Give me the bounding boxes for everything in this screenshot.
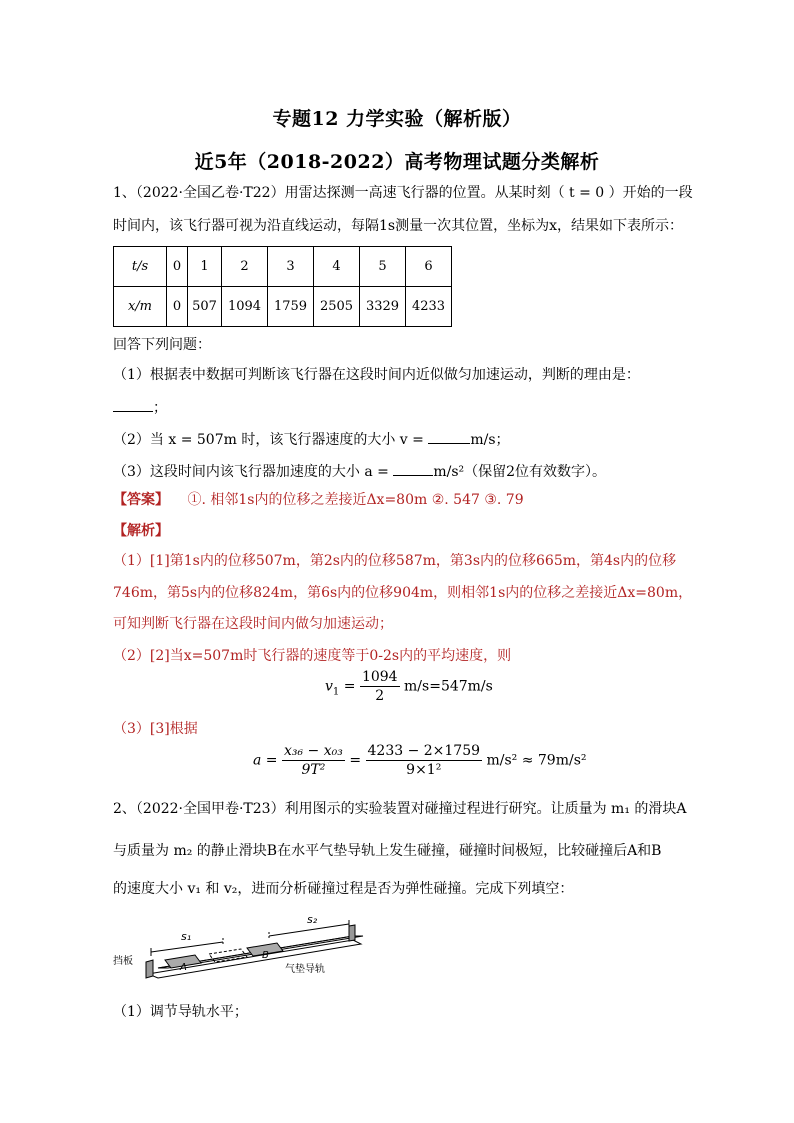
answer-blank[interactable]: [428, 429, 470, 444]
analysis-line-2: 746m，第5s内的位移824m，第6s内的位移904m，则相邻1s内的位移之差接近Δx=80m，: [113, 585, 693, 601]
table-cell: 1094: [222, 287, 268, 327]
table-cell: 507: [188, 287, 222, 327]
baffle-plate: [146, 960, 153, 978]
table-cell: 4233: [406, 287, 452, 327]
equation-velocity: $v_1$ = $\frac{1094}{2}$ m/s=547m/s: [325, 669, 493, 704]
page-title: 专题12 力学实验（解析版）: [272, 108, 522, 130]
eq-denominator: 9×1²: [406, 762, 442, 778]
s1-label: s₁: [181, 930, 192, 943]
s2-label: s₂: [307, 913, 318, 926]
q1-sub3-text: （3）这段时间内该飞行器加速度的大小 a =: [113, 464, 394, 480]
eq-fraction: [360, 668, 400, 705]
s1-arrow: [151, 942, 223, 952]
air-track-diagram: [113, 912, 373, 990]
slider-a-label: A: [180, 962, 187, 973]
q2-stem-line-2: 与质量为 m₂ 的静止滑块B在水平气垫导轨上发生碰撞，碰撞时间极短，比较碰撞后A和B: [113, 843, 662, 859]
q1-sub1-answer-line: [113, 397, 167, 417]
table-row: [114, 247, 452, 287]
eq-numerator: 1094: [361, 669, 398, 685]
table-cell: 0: [167, 247, 188, 287]
rail-label: 气垫导轨: [285, 964, 325, 975]
page-subtitle: 近5年（2018-2022）高考物理试题分类解析: [194, 151, 600, 173]
q1-stem-line-2: 时间内，该飞行器可视为沿直线运动，每隔1s测量一次其位置，坐标为x，结果如下表所示：: [113, 218, 683, 234]
eq-numerator: 4233 − 2×1759: [367, 743, 481, 759]
eq-fraction: [366, 742, 483, 779]
table-row: [114, 287, 452, 327]
table-cell: 0: [167, 287, 188, 327]
baffle-label: 挡板: [113, 956, 133, 967]
baffle-plate: [349, 925, 355, 941]
table-cell: 5: [360, 247, 406, 287]
unit-text: m/s²（保留2位有效数字）。: [433, 464, 607, 480]
q1-answer: [113, 491, 524, 509]
punctuation: ；: [153, 400, 167, 416]
answer-label: 【答案】: [113, 492, 169, 508]
eq-numerator: x₃₆ − x₀₃: [283, 743, 343, 759]
answer-text: ①. 相邻1s内的位移之差接近Δx=80m ②. 547 ③. 79: [187, 492, 524, 508]
q2-stem-line-1: 2、（2022·全国甲卷·T23）利用图示的实验装置对碰撞过程进行研究。让质量为 m₁ 的滑块A: [113, 801, 687, 817]
analysis-line-5: （3）[3]根据: [113, 721, 198, 737]
analysis-line-4: （2）[2]当x=507m时飞行器的速度等于0-2s内的平均速度，则: [113, 648, 512, 664]
table-cell: 3329: [360, 287, 406, 327]
table-cell: 1: [188, 247, 222, 287]
table-header-cell: x/m: [114, 287, 167, 327]
table-cell: 2505: [314, 287, 360, 327]
q1-prompt: 回答下列问题：: [113, 337, 211, 353]
table-cell: 6: [406, 247, 452, 287]
eq-symbol: v: [325, 678, 333, 695]
q1-sub2: [113, 429, 510, 449]
q1-stem-line-1: 1、（2022·全国乙卷·T22）用雷达探测一高速飞行器的位置。从某时刻（ t = 0 ）开始的一段: [113, 185, 693, 201]
answer-blank[interactable]: [113, 397, 153, 412]
eq-result: m/s² ≈ 79m/s²: [486, 752, 587, 769]
unit-text: m/s；: [470, 432, 510, 448]
table-cell: 3: [268, 247, 314, 287]
slider-b-label: B: [262, 950, 269, 961]
q1-sub1: （1）根据表中数据可判断该飞行器在这段时间内近似做匀加速运动，判断的理由是：: [113, 367, 640, 383]
eq-denominator: 2: [375, 688, 385, 704]
q1-sub2-text: （2）当 x = 507m 时，该飞行器速度的大小 v =: [113, 432, 429, 448]
table-cell: 4: [314, 247, 360, 287]
eq-subscript: 1: [332, 686, 340, 698]
eq-symbol: a =: [253, 752, 278, 769]
analysis-line-3: 可知判断飞行器在这段时间内做匀加速运动；: [113, 616, 393, 632]
equation-acceleration: a = $\frac{\text{x₃₆ − x₀₃}}{\text{9T²}}$ = $\frac{4233 - 2\times 1759}{\text{9×1²}}$ m/s² ≈ 79m/s²: [253, 743, 587, 778]
q2-stem-line-3: 的速度大小 v₁ 和 v₂，进而分析碰撞过程是否为弹性碰撞。完成下列填空：: [113, 881, 574, 897]
analysis-label: 【解析】: [113, 523, 169, 539]
answer-blank[interactable]: [393, 461, 433, 476]
eq-fraction: [282, 742, 345, 779]
q2-step-1: （1）调节导轨水平；: [113, 1004, 248, 1020]
table-cell: 2: [222, 247, 268, 287]
q1-data-table: [113, 246, 452, 327]
table-header-cell: t/s: [114, 247, 167, 287]
q1-sub3: [113, 461, 606, 481]
analysis-line-1: （1）[1]第1s内的位移507m，第2s内的位移587m，第3s内的位移665m，第4s内的位移: [113, 553, 677, 569]
eq-result: m/s=547m/s: [404, 678, 493, 695]
eq-denominator: 9T²: [301, 762, 326, 778]
table-cell: 1759: [268, 287, 314, 327]
